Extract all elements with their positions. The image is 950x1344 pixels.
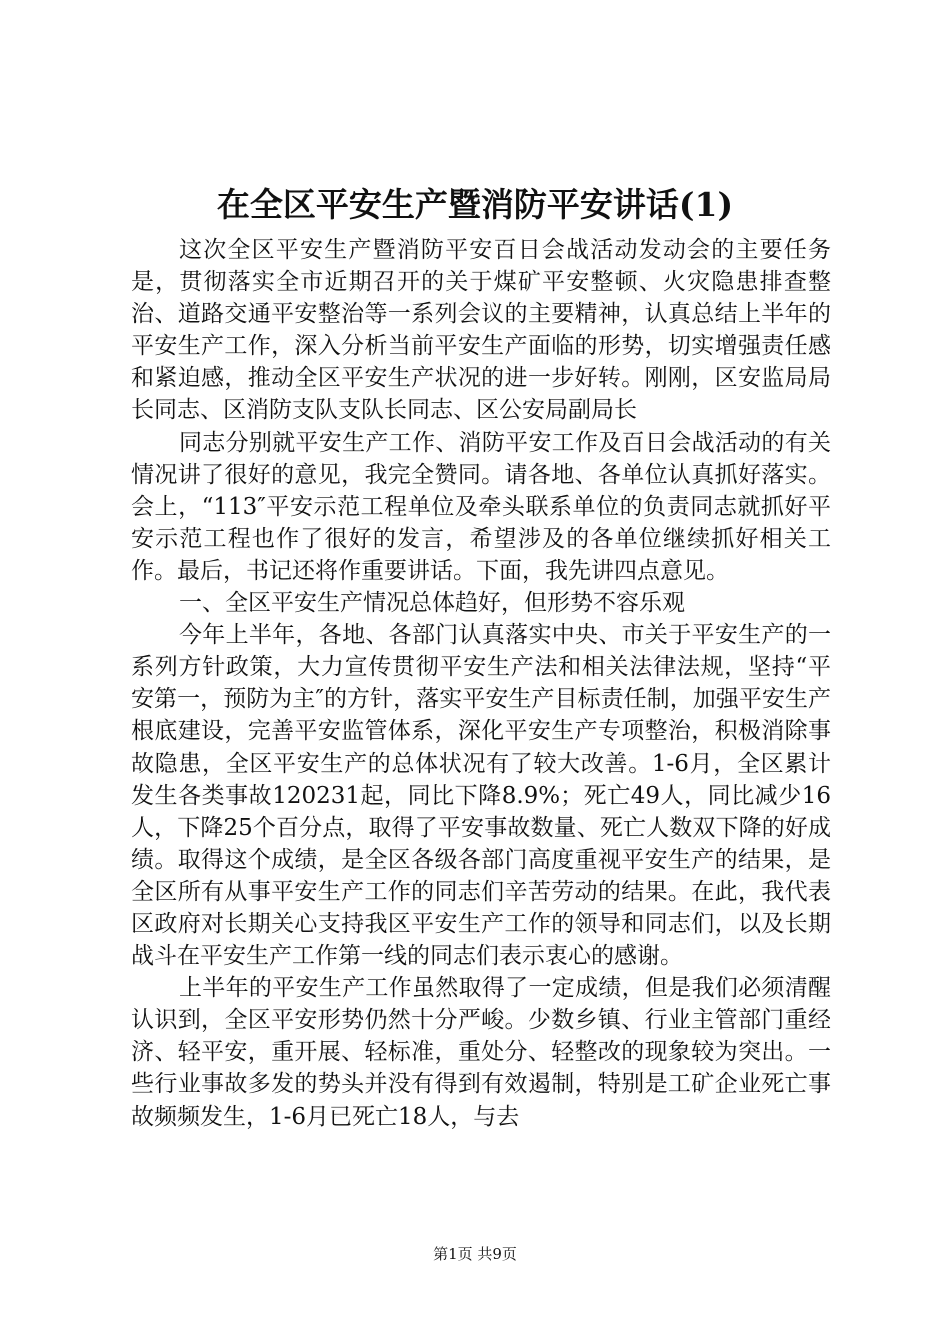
paragraph-4: 上半年的平安生产工作虽然取得了一定成绩，但是我们必须清醒认识到，全区平安形势仍然十分严峻。少数乡镇、行业主管部门重经济、轻平安，重开展、轻标准，重处分、轻整改的现象较为突出。一些行业事故多发的势头并没有得到有效遏制，特别是工矿企业死亡事故频频发生，1-6月已死亡18人，与去 xyxy=(131,975,831,1130)
paragraph-2: 同志分别就平安生产工作、消防平安工作及百日会战活动的有关情况讲了很好的意见，我完全赞同。请各地、各单位认真抓好落实。会上，“113″平安示范工程单位及牵头联系单位的负责同志就抓好平安示范工程也作了很好的发言，希望涉及的各单位继续抓好相关工作。最后，书记还将作重要讲话。下面，我先讲四点意见。 xyxy=(131,429,831,584)
document-title: 在全区平安生产暨消防平安讲话(1) xyxy=(216,185,734,224)
section-heading-1: 一、全区平安生产情况总体趋好，但形势不容乐观 xyxy=(179,590,685,617)
paragraph-1: 这次全区平安生产暨消防平安百日会战活动发动会的主要任务是，贯彻落实全市近期召开的关于煤矿平安整顿、火灾隐患排查整治、道路交通平安整治等一系列会议的主要精神，认真总结上半年的平安生产工作，深入分析当前平安生产面临的形势，切实增强责任感和紧迫感，推动全区平安生产状况的进一步好转。刚刚，区安监局局长同志、区消防支队支队长同志、区公安局副局长 xyxy=(131,237,831,424)
document-body xyxy=(131,234,831,1133)
page-footer: 第1页 共9页 xyxy=(433,1245,517,1263)
paragraph-3: 今年上半年，各地、各部门认真落实中央、市关于平安生产的一系列方针政策，大力宣传贯彻平安生产法和相关法律法规，坚持“平安第一，预防为主″的方针，落实平安生产目标责任制，加强平安生产根底建设，完善平安监管体系，深化平安生产专项整治，积极消除事故隐患，全区平安生产的总体状况有了较大改善。1-6月，全区累计发生各类事故120231起，同比下降8.9%；死亡49人，同比减少16人，下降25个百分点，取得了平安事故数量、死亡人数双下降的好成绩。取得这个成绩，是全区各级各部门高度重视平安生产的结果，是全区所有从事平安生产工作的同志们辛苦劳动的结果。在此，我代表区政府对长期关心支持我区平安生产工作的领导和同志们，以及长期战斗在平安生产工作第一线的同志们表示衷心的感谢。 xyxy=(131,622,831,970)
